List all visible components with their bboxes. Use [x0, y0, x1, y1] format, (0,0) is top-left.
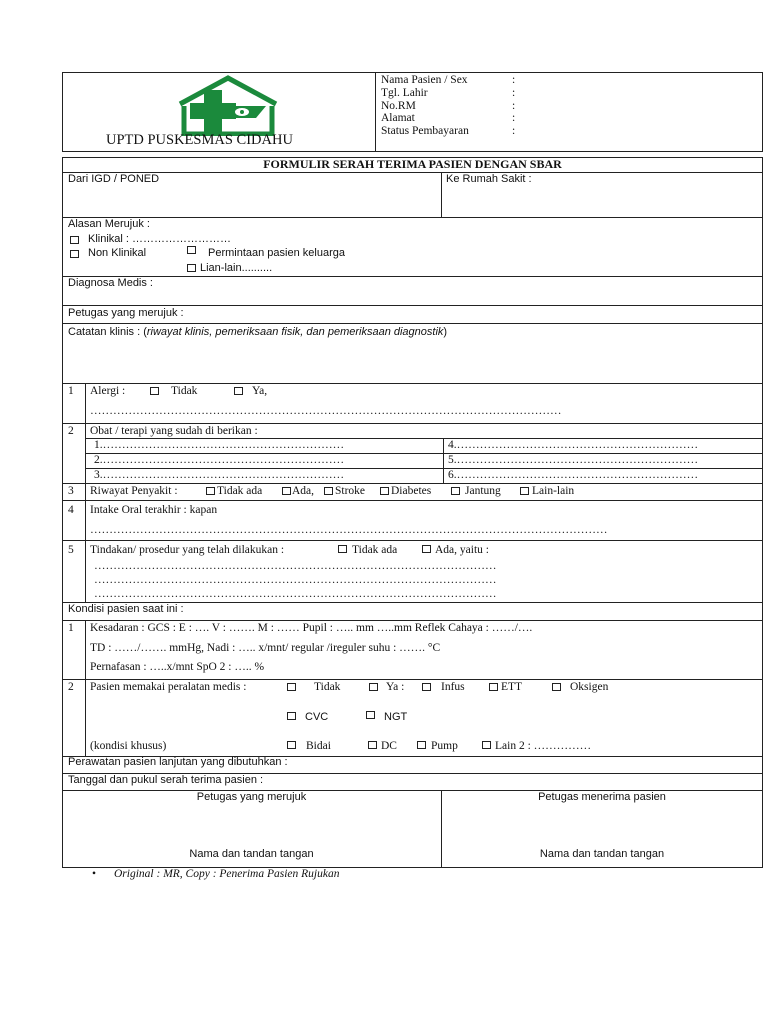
sign-left-caption: Nama dan tandan tangan [189, 848, 314, 860]
history-heart-checkbox[interactable] [451, 487, 460, 495]
allergy-label: Alergi : [90, 385, 126, 397]
footnote-bullet: • [92, 868, 97, 880]
medication-line-5: 5.……………………………………………………… [448, 454, 699, 466]
equipment-dc-label: DC [381, 740, 397, 752]
procedure-dots-3: …………………………………………………………………………………………… [94, 588, 497, 600]
patient-name-colon: : [512, 74, 516, 86]
equipment-oxygen-checkbox[interactable] [552, 683, 561, 691]
procedure-yes-label: Ada, yaitu : [435, 544, 489, 556]
vitals-consciousness: Kesadaran : GCS : E : …. V : ……. M : …… Pupil : ….. mm …..mm Reflek Cahaya : ……/…. [90, 622, 533, 634]
form-title: FORMULIR SERAH TERIMA PASIEN DENGAN SBAR [263, 157, 562, 171]
history-none-label: Tidak ada [217, 485, 263, 497]
equipment-pump-checkbox[interactable] [417, 741, 426, 749]
vitals-number: 1 [68, 622, 74, 634]
equipment-ett-label: ETT [501, 681, 523, 693]
intake-dots: ……………………………………………………………………………………………………………………… [90, 524, 608, 536]
equipment-no-checkbox[interactable] [287, 683, 296, 691]
equipment-ngt-checkbox[interactable] [366, 711, 375, 719]
allergy-no-label: Tidak [171, 385, 198, 397]
medication-line-6: 6.……………………………………………………… [448, 469, 699, 481]
medication-line-2: 2.……………………………………………………… [94, 454, 345, 466]
medication-line-1: 1.……………………………………………………… [94, 439, 345, 451]
allergy-no-checkbox[interactable] [150, 387, 159, 395]
equipment-no-label: Tidak [314, 681, 341, 693]
procedure-dots-1: …………………………………………………………………………………………… [94, 560, 497, 572]
procedure-number: 5 [68, 544, 74, 556]
history-heart-label: Jantung [465, 485, 501, 497]
procedure-none-label: Tidak ada [352, 544, 398, 556]
equipment-yes-checkbox[interactable] [369, 683, 378, 691]
history-other-label: Lain-lain [532, 485, 575, 497]
footnote-text: Original : MR, Copy : Penerima Pasien Rujukan [114, 868, 340, 880]
equipment-yes-label: Ya : [386, 681, 405, 693]
clinic-logo-icon [176, 74, 280, 136]
referrer-label: Petugas yang merujuk : [68, 307, 184, 319]
allergy-yes-label: Ya, [252, 385, 268, 397]
equipment-label: Pasien memakai peralatan medis : [90, 681, 247, 693]
intake-label: Intake Oral terakhir : kapan [90, 504, 218, 516]
history-none-checkbox[interactable] [206, 487, 215, 495]
birth-date-colon: : [512, 87, 516, 99]
patient-name-label: Nama Pasien / Sex [381, 74, 468, 86]
reason-family-checkbox[interactable] [187, 246, 196, 254]
equipment-other-label: Lain 2 : …………… [495, 740, 592, 752]
from-label: Dari IGD / PONED [68, 173, 160, 185]
equipment-dc-checkbox[interactable] [368, 741, 377, 749]
medication-line-4: 4.……………………………………………………… [448, 439, 699, 451]
clinical-notes-label [68, 326, 447, 339]
equipment-splint-label: Bidai [306, 740, 331, 752]
medication-line-3: 3.……………………………………………………… [94, 469, 345, 481]
vitals-respiration: Pernafasan : …..x/mnt SpO 2 : ….. % [90, 661, 265, 673]
condition-label: Kondisi pasien saat ini : [68, 603, 184, 615]
reason-klinikal-label: Klinikal : ……………………… [88, 233, 232, 245]
procedure-yes-checkbox[interactable] [422, 545, 431, 553]
reason-label: Alasan Merujuk : [68, 218, 150, 230]
history-stroke-label: Stroke [335, 485, 366, 497]
vitals-blood-pressure: TD : ……/……. mmHg, Nadi : ….. x/mnt/ regular /ireguler suhu : ……. °C [90, 642, 441, 654]
equipment-number: 2 [68, 681, 74, 693]
followup-care-label: Perawatan pasien lanjutan yang dibutuhkan : [68, 756, 288, 768]
history-stroke-checkbox[interactable] [324, 487, 333, 495]
sign-left-title: Petugas yang merujuk [196, 791, 307, 803]
payment-status-colon: : [512, 125, 516, 137]
equipment-pump-label: Pump [431, 740, 458, 752]
address-label: Alamat [381, 112, 415, 124]
reason-non-klinikal-checkbox[interactable] [70, 250, 79, 258]
clinical-notes-prefix: Catatan klinis : ( [68, 326, 147, 338]
medical-record-colon: : [512, 100, 516, 112]
history-other-checkbox[interactable] [520, 487, 529, 495]
equipment-infusion-label: Infus [441, 681, 465, 693]
history-yes-checkbox[interactable] [282, 487, 291, 495]
equipment-cvc-checkbox[interactable] [287, 712, 296, 720]
procedure-dots-2: …………………………………………………………………………………………… [94, 574, 497, 586]
address-colon: : [512, 112, 516, 124]
history-diabetes-checkbox[interactable] [380, 487, 389, 495]
reason-family-label: Permintaan pasien keluarga [208, 247, 345, 259]
intake-number: 4 [68, 504, 74, 516]
diagnosis-label: Diagnosa Medis : [68, 277, 153, 289]
equipment-cvc-label: CVC [305, 711, 329, 723]
history-label: Riwayat Penyakit : [90, 485, 178, 497]
clinical-notes-italic: riwayat klinis, pemeriksaan fisik, dan pemeriksaan diagnostik [146, 326, 444, 338]
clinic-name: UPTD PUSKESMAS CIDAHU [106, 132, 293, 148]
handover-datetime-label: Tanggal dan pukul serah terima pasien : [68, 774, 264, 786]
medication-label: Obat / terapi yang sudah di berikan : [90, 425, 258, 437]
sign-right-title: Petugas menerima pasien [538, 791, 666, 803]
history-number: 3 [68, 485, 74, 497]
history-yes-label: Ada, [292, 485, 315, 497]
history-diabetes-label: Diabetes [391, 485, 432, 497]
medication-number: 2 [68, 425, 74, 437]
birth-date-label: Tgl. Lahir [381, 87, 428, 99]
payment-status-label: Status Pembayaran [381, 125, 469, 137]
equipment-other-checkbox[interactable] [482, 741, 491, 749]
header-divider [375, 72, 376, 152]
equipment-oxygen-label: Oksigen [570, 681, 609, 693]
sign-right-caption: Nama dan tandan tangan [539, 848, 665, 860]
reason-other-label: Lian-lain.......... [200, 262, 273, 274]
equipment-ett-checkbox[interactable] [489, 683, 498, 691]
medical-record-label: No.RM [381, 100, 416, 112]
to-hospital-label: Ke Rumah Sakit : [446, 173, 532, 185]
equipment-infusion-checkbox[interactable] [422, 683, 431, 691]
clinical-notes-close: ) [443, 326, 448, 338]
equipment-splint-checkbox[interactable] [287, 741, 296, 749]
equipment-ngt-label: NGT [384, 711, 408, 723]
reason-non-klinikal-label: Non Klinikal [88, 247, 147, 259]
allergy-number: 1 [68, 385, 74, 397]
reason-klinikal-checkbox[interactable] [70, 236, 79, 244]
allergy-dots: …………………………………………………………………………………………………………… [90, 405, 562, 417]
reason-other-checkbox[interactable] [187, 264, 196, 272]
procedure-label: Tindakan/ prosedur yang telah dilakukan : [90, 544, 285, 556]
equipment-special-label: (kondisi khusus) [90, 740, 167, 752]
procedure-none-checkbox[interactable] [338, 545, 347, 553]
allergy-yes-checkbox[interactable] [234, 387, 243, 395]
